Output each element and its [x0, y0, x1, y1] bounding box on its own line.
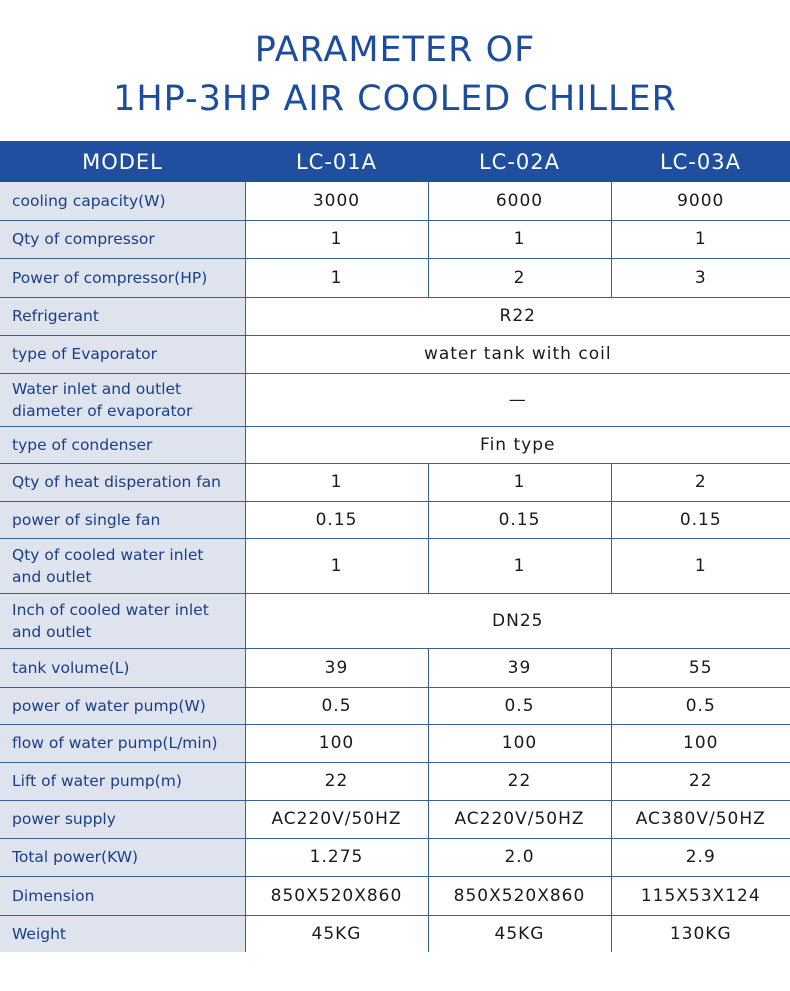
- table-row: [0, 335, 790, 373]
- row-label: Qty of heat disperation fan: [0, 463, 245, 501]
- table-body: [0, 182, 790, 952]
- row-value: 100: [611, 724, 790, 762]
- row-value: 3000: [245, 182, 428, 220]
- row-value: 1: [245, 258, 428, 297]
- table-row: [0, 501, 790, 538]
- table-row: [0, 648, 790, 687]
- header-row: [0, 141, 790, 182]
- header-cell-lc-01a: LC-01A: [245, 141, 428, 182]
- row-value: 0.5: [245, 687, 428, 724]
- table-row: [0, 463, 790, 501]
- row-label: power supply: [0, 800, 245, 838]
- row-value-merged: Fin type: [245, 426, 790, 463]
- header-cell-lc-02a: LC-02A: [428, 141, 611, 182]
- table-row: [0, 762, 790, 800]
- row-label: Qty of compressor: [0, 220, 245, 258]
- row-value: 9000: [611, 182, 790, 220]
- row-value: 1: [245, 463, 428, 501]
- row-value-merged: DN25: [245, 593, 790, 648]
- row-value: 2: [428, 258, 611, 297]
- row-value: 55: [611, 648, 790, 687]
- table-row: [0, 838, 790, 876]
- row-label: Inch of cooled water inlet and outlet: [0, 593, 245, 648]
- row-value-merged: water tank with coil: [245, 335, 790, 373]
- table-row: [0, 373, 790, 426]
- table-row: [0, 915, 790, 952]
- row-label: flow of water pump(L/min): [0, 724, 245, 762]
- row-value: 1: [611, 538, 790, 593]
- row-value: 22: [611, 762, 790, 800]
- row-value: AC380V/50HZ: [611, 800, 790, 838]
- row-value-merged: —: [245, 373, 790, 426]
- header-cell-lc-03a: LC-03A: [611, 141, 790, 182]
- row-label: Lift of water pump(m): [0, 762, 245, 800]
- table-row: [0, 538, 790, 593]
- row-value: 0.5: [611, 687, 790, 724]
- row-value: 39: [428, 648, 611, 687]
- row-value: 850X520X860: [245, 876, 428, 915]
- row-value: 3: [611, 258, 790, 297]
- row-label: power of water pump(W): [0, 687, 245, 724]
- row-value: 100: [428, 724, 611, 762]
- row-label: tank volume(L): [0, 648, 245, 687]
- row-value: AC220V/50HZ: [428, 800, 611, 838]
- row-value: 0.15: [611, 501, 790, 538]
- page-title-line-2: 1HP-3HP AIR COOLED CHILLER: [113, 79, 677, 119]
- row-value: 130KG: [611, 915, 790, 952]
- table-header: [0, 141, 790, 182]
- table-row: [0, 687, 790, 724]
- row-label: Qty of cooled water inlet and outlet: [0, 538, 245, 593]
- row-value: 1: [428, 538, 611, 593]
- table-row: [0, 593, 790, 648]
- row-value: AC220V/50HZ: [245, 800, 428, 838]
- row-value: 45KG: [428, 915, 611, 952]
- row-value: 2.0: [428, 838, 611, 876]
- row-label: cooling capacity(W): [0, 182, 245, 220]
- row-value: 115X53X124: [611, 876, 790, 915]
- row-value: 0.15: [428, 501, 611, 538]
- table-row: [0, 297, 790, 335]
- row-value: 1: [428, 220, 611, 258]
- row-label: Power of compressor(HP): [0, 258, 245, 297]
- row-value: 0.15: [245, 501, 428, 538]
- row-value: 1.275: [245, 838, 428, 876]
- row-label: type of condenser: [0, 426, 245, 463]
- row-value: 6000: [428, 182, 611, 220]
- row-label: Water inlet and outlet diameter of evaporator: [0, 373, 245, 426]
- table-row: [0, 182, 790, 220]
- table-row: [0, 876, 790, 915]
- row-label: Total power(KW): [0, 838, 245, 876]
- row-label: Dimension: [0, 876, 245, 915]
- row-value: 100: [245, 724, 428, 762]
- row-label: Refrigerant: [0, 297, 245, 335]
- row-value: 1: [245, 538, 428, 593]
- row-value: 2: [611, 463, 790, 501]
- row-value: 850X520X860: [428, 876, 611, 915]
- row-value: 1: [245, 220, 428, 258]
- row-value: 0.5: [428, 687, 611, 724]
- row-value: 45KG: [245, 915, 428, 952]
- row-value: 2.9: [611, 838, 790, 876]
- row-label: type of Evaporator: [0, 335, 245, 373]
- row-value: 1: [611, 220, 790, 258]
- row-value: 22: [428, 762, 611, 800]
- table-row: [0, 426, 790, 463]
- row-label: power of single fan: [0, 501, 245, 538]
- row-value: 22: [245, 762, 428, 800]
- table-row: [0, 800, 790, 838]
- parameter-table: [0, 141, 790, 952]
- table-row: [0, 220, 790, 258]
- table-row: [0, 724, 790, 762]
- header-cell-model: MODEL: [0, 141, 245, 182]
- row-value: 39: [245, 648, 428, 687]
- row-label: Weight: [0, 915, 245, 952]
- page-title-line-1: PARAMETER OF: [254, 30, 536, 70]
- row-value-merged: R22: [245, 297, 790, 335]
- row-value: 1: [428, 463, 611, 501]
- table-row: [0, 258, 790, 297]
